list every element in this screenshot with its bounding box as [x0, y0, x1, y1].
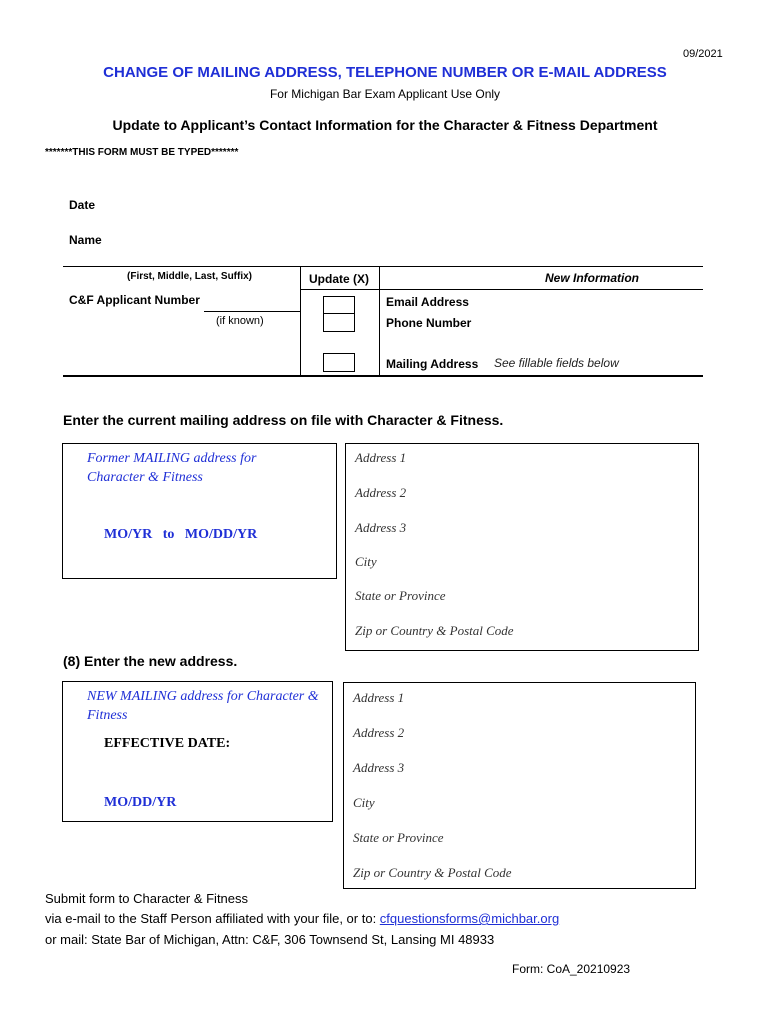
email-link[interactable]: cfquestionsforms@michbar.org [379, 911, 560, 926]
new-address3-field[interactable]: Address 3 [353, 760, 405, 775]
former-address-label: Former MAILING address for Character & Fitness [87, 451, 257, 485]
new-address1-field[interactable]: Address 1 [353, 690, 405, 705]
effective-date-input[interactable]: MO/DD/YR [104, 795, 177, 810]
divider [300, 289, 380, 290]
must-be-typed-notice: *******THIS FORM MUST BE TYPED******* [45, 147, 239, 158]
section-heading: Update to Applicant’s Contact Information for the Character & Fitness Department [112, 117, 658, 133]
email-instructions-text: via e-mail to the Staff Person affiliated with your file, or to: [45, 911, 380, 926]
applicant-number-underline [204, 311, 300, 312]
divider [63, 375, 703, 377]
divider [380, 289, 703, 290]
email-instructions [45, 911, 559, 926]
effective-date-label: EFFECTIVE DATE: [104, 736, 231, 751]
current-address-heading: Enter the current mailing address on file with Character & Fitness. [63, 412, 504, 428]
new-address2-field[interactable]: Address 2 [353, 725, 405, 740]
new-information-header: New Information [545, 271, 640, 285]
new-city-field[interactable]: City [353, 795, 375, 810]
name-label: Name [69, 233, 102, 247]
name-hint: (First, Middle, Last, Suffix) [127, 271, 253, 282]
if-known-hint: (if known) [216, 315, 264, 327]
page-title: CHANGE OF MAILING ADDRESS, TELEPHONE NUMBER OR E-MAIL ADDRESS [103, 64, 667, 81]
form-date: 09/2021 [683, 48, 723, 60]
current-address3-field[interactable]: Address 3 [355, 520, 407, 535]
mail-instructions: or mail: State Bar of Michigan, Attn: C&F, 306 Townsend St, Lansing MI 48933 [45, 932, 495, 947]
date-input[interactable] [110, 193, 700, 215]
applicant-number-input[interactable] [204, 291, 300, 311]
phone-number-input[interactable] [478, 313, 700, 332]
submit-instructions: Submit form to Character & Fitness [45, 891, 249, 906]
see-fillable-note: See fillable fields below [494, 356, 619, 370]
divider [379, 266, 380, 376]
divider [300, 266, 301, 376]
new-address-label: NEW MAILING address for Character & Fitness [87, 689, 319, 723]
new-address-heading: (8) Enter the new address. [63, 653, 238, 669]
current-state-field[interactable]: State or Province [355, 588, 446, 603]
mailing-checkbox[interactable] [323, 353, 355, 372]
mailing-address-label: Mailing Address [386, 357, 479, 371]
name-input[interactable] [110, 228, 700, 250]
applicant-number-label: C&F Applicant Number [69, 293, 200, 307]
page-subtitle: For Michigan Bar Exam Applicant Use Only [269, 87, 501, 101]
divider [63, 266, 703, 267]
date-label: Date [69, 198, 96, 212]
current-address2-field[interactable]: Address 2 [355, 485, 407, 500]
new-zip-field[interactable]: Zip or Country & Postal Code [353, 865, 512, 880]
new-state-field[interactable]: State or Province [353, 830, 444, 845]
current-address1-field[interactable]: Address 1 [355, 450, 407, 465]
email-address-input[interactable] [470, 292, 700, 311]
phone-checkbox[interactable] [323, 313, 355, 332]
current-address-box [345, 443, 699, 651]
phone-number-label: Phone Number [386, 316, 472, 330]
form-id: Form: CoA_20210923 [512, 962, 631, 976]
current-city-field[interactable]: City [355, 554, 377, 569]
former-date-range[interactable]: MO/YR to MO/DD/YR [104, 527, 258, 542]
email-address-label: Email Address [386, 295, 469, 309]
current-zip-field[interactable]: Zip or Country & Postal Code [355, 623, 514, 638]
new-address-box [343, 682, 696, 889]
update-x-header: Update (X) [309, 272, 369, 286]
